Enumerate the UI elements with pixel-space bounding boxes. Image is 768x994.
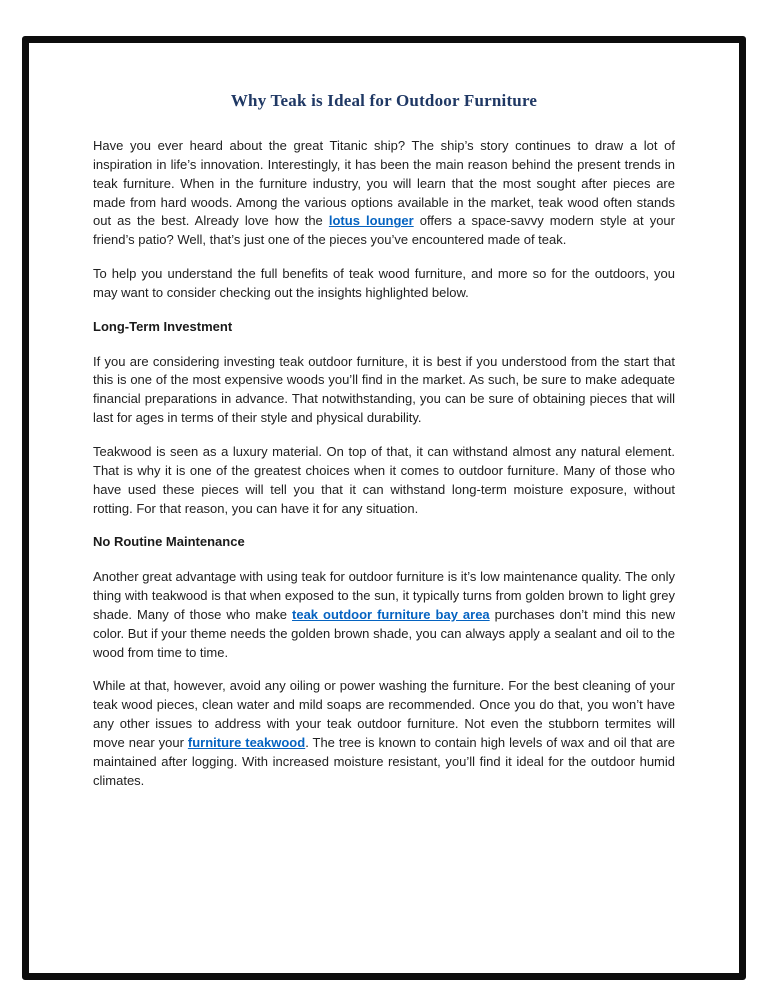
heading-no-routine-maintenance: No Routine Maintenance [93,534,245,550]
paragraph-investment-cost: If you are considering investing teak outdoor furniture, it is best if you understood from the start that this is one of the most expensive woods you’ll find in the market. As such, be sure to make adequate financial preparations in advance. That notwithstanding, you can be sure of obtaining pieces that will last for ages in terms of their style and physical durability. [93,353,675,426]
furniture-teakwood-link[interactable]: furniture teakwood [187,734,306,750]
document-content [29,43,739,790]
paragraph-intro [93,137,675,250]
paragraph-maintenance [93,568,675,662]
page-border-frame [22,36,746,980]
heading-long-term-investment: Long-Term Investment [93,318,233,334]
paragraph-text: Another great advantage with using teak for outdoor furniture is it’s low maintenance quality. The only thing with teakwood is that when exposed to the sun, it typically turns from golden brown to light grey shade. Many of those who make [93,569,675,622]
paragraph-benefits-intro: To help you understand the full benefits of teak wood furniture, and more so for the outdoors, you may want to consider checking out the insights highlighted below. [93,266,675,300]
paragraph-text: . The tree is known to contain high levels of wax and oil that are maintained after logging. With increased moisture resistant, you’ll find it ideal for the outdoor humid climates. [93,734,675,788]
paragraph-text: offers a space-savvy modern style at your friend’s patio? Well, that’s just one of the pieces you’ve encountered made of teak. [93,213,675,248]
paragraph-cleaning [93,677,675,790]
teak-outdoor-furniture-bay-area-link[interactable]: teak outdoor furniture bay area [292,606,490,622]
page-title: Why Teak is Ideal for Outdoor Furniture [230,91,538,110]
paragraph-text: While at that, however, avoid any oiling or power washing the furniture. For the best cleaning of your teak wood pieces, clean water and mild soaps are recommended. Once you do that, you won’t have any other issues to address with your teak outdoor furniture. Not even the stubborn termites will move near your [93,678,675,750]
lotus-lounger-link[interactable]: lotus lounger [328,213,414,229]
paragraph-luxury-material: Teakwood is seen as a luxury material. On top of that, it can withstand almost any natural element. That is why it is one of the greatest choices when it comes to outdoor furniture. Many of those who have used these pieces will tell you that it can withstand long-term moisture exposure, without rotting. For that reason, you can have it for any situation. [93,443,675,516]
paragraph-text: purchases don’t mind this new color. But if your theme needs the golden brown shade, you can always apply a sealant and oil to the wood from time to time. [93,606,675,660]
paragraph-text: Have you ever heard about the great Titanic ship? The ship’s story continues to draw a lot of inspiration in life’s innovation. Interestingly, it has been the main reason behind the present trends in teak furniture. When in the furniture industry, you will learn that the most sought after pieces are made from hard woods. Among the various options available in the market, teak wood often stands out as the best. Already love how the [93,138,675,229]
